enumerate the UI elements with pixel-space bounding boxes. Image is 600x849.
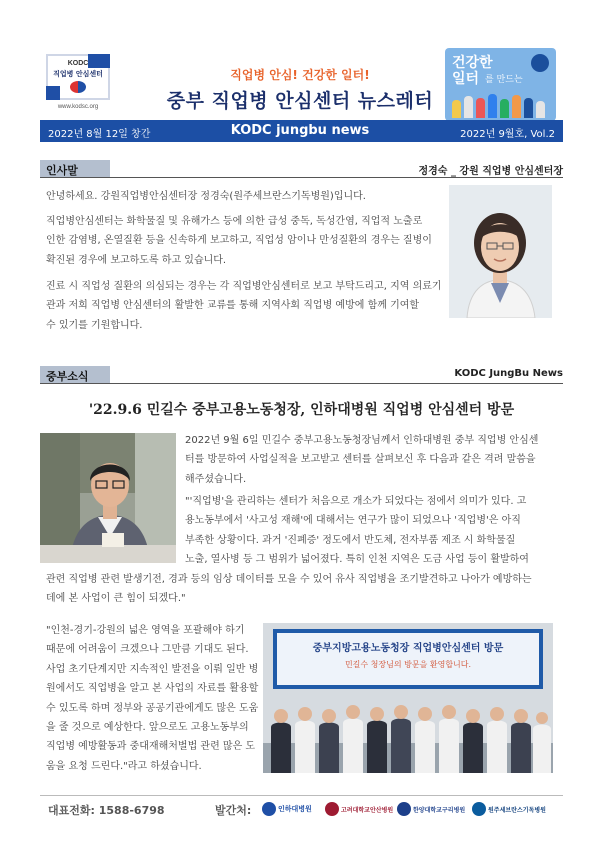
logo-url: www.kodsc.org bbox=[57, 104, 99, 110]
text-line: 직업병 예방활동과 중대재해처벌법 관련 많은 도 bbox=[46, 741, 256, 753]
text-line: 수 있기를 기원합니다. bbox=[46, 319, 143, 331]
inha-hospital-icon bbox=[262, 802, 276, 816]
banner-line2: 민길수 청장님의 방문을 환영합니다. bbox=[344, 660, 472, 669]
greeting-paragraph-1 bbox=[46, 187, 366, 206]
logo-kodc-text: KODC bbox=[67, 60, 89, 67]
banner-line1: 중부지방고용노동청장 직업병안심센터 방문 bbox=[312, 643, 504, 654]
commissioner-meeting-photo bbox=[40, 433, 176, 563]
text-line: 인한 감염병, 온열질환 등을 신속하게 보고하고, 직업성 암이나 만성질환의 경우는 질병이 bbox=[46, 235, 432, 247]
news-section-header bbox=[40, 366, 563, 384]
greeting-paragraph-3 bbox=[46, 277, 442, 335]
founding-date: 2022년 8월 12일 창간 bbox=[48, 129, 151, 140]
news-headline: '22.9.6 민길수 중부고용노동청장, 인하대병원 직업병 안심센터 방문 bbox=[88, 402, 515, 418]
kodc-logo bbox=[46, 54, 110, 112]
newsletter-footer bbox=[40, 795, 563, 821]
workers-illustration bbox=[450, 92, 550, 118]
newsletter-header bbox=[0, 0, 600, 118]
hospital-logo-korea-ansan bbox=[325, 801, 393, 817]
text-line: 용노동부에서 '사고성 재해'에 대해서는 연구가 많이 되었으나 '직업병'은 아직 bbox=[185, 515, 521, 527]
phone-number: 대표전화: 1588-6798 bbox=[48, 804, 165, 817]
text-line: 관과 저희 직업병 안심센터의 활발한 교류를 통해 지역사회 직업병 예방에 함께 기여할 bbox=[46, 300, 420, 312]
greeting-section-header bbox=[40, 160, 563, 178]
news-intro-paragraph bbox=[185, 431, 538, 489]
government-emblem-icon bbox=[70, 81, 86, 93]
text-line: 터를 방문하여 사업실적을 보고받고 센터를 살펴보신 후 다음과 같은 격려 말씀을 bbox=[185, 454, 536, 466]
korea-univ-hospital-icon bbox=[325, 802, 339, 816]
news-section-subtitle: KODC JungBu News bbox=[454, 368, 563, 379]
publisher-label: 발간처: bbox=[215, 804, 252, 817]
text-line: 해주셨습니다. bbox=[185, 473, 247, 485]
greeting-paragraph-2 bbox=[46, 212, 432, 270]
badge-seal-icon bbox=[531, 54, 549, 72]
issue-info-bar bbox=[40, 120, 563, 142]
severance-hospital-icon bbox=[472, 802, 486, 816]
badge-line2: 일터 bbox=[452, 71, 480, 87]
text-line: 을 줄 것으로 예상한다. 앞으로도 고용노동부의 bbox=[46, 722, 249, 734]
director-portrait-photo bbox=[449, 185, 552, 318]
text-line: "인천-경기-강원의 넓은 영역을 포괄해야 하기 bbox=[46, 625, 245, 636]
greeting-author: 정경숙 _ 강원 직업병 안심센터장 bbox=[418, 166, 563, 177]
news-quote-2 bbox=[46, 621, 258, 776]
text-line: "'직업병'을 관리하는 센터가 처음으로 개소가 되었다는 점에서 의미가 있다. 고 bbox=[185, 496, 527, 507]
hanyang-hospital-icon bbox=[397, 802, 411, 816]
news-section-label: 중부소식 bbox=[40, 366, 110, 383]
healthy-workplace-badge bbox=[445, 48, 556, 121]
hospital-name: 인하대병원 bbox=[278, 805, 312, 813]
text-line: 때문에 어려움이 크겠으나 그만큼 기대도 된다. bbox=[46, 644, 249, 656]
text-line: 노출, 열사병 등 그 범위가 넓어졌다. 특히 인천 지역은 도금 사업 등이 활발하여 bbox=[185, 554, 529, 566]
hospital-name: 원주세브란스기독병원 bbox=[488, 806, 546, 814]
news-quote-1-top bbox=[185, 492, 529, 570]
hospital-logo-wonju-severance bbox=[472, 801, 546, 817]
text-line: 확진된 경우에 보고하도록 하고 있습니다. bbox=[46, 254, 227, 266]
newsletter-name: KODC jungbu news bbox=[230, 123, 370, 138]
group-visit-photo bbox=[263, 623, 553, 773]
page-title: 중부 직업병 안심센터 뉴스레터 bbox=[166, 90, 434, 112]
text-line: 사업 초기단계지만 지속적인 발전을 이뤄 일반 병 bbox=[46, 663, 259, 675]
badge-line1: 건강한 bbox=[452, 55, 493, 71]
text-line: 안녕하세요. 강원직업병안심센터장 정경숙(원주세브란스기독병원)입니다. bbox=[46, 191, 366, 202]
text-line: 데에 본 사업이 큰 힘이 되겠다." bbox=[46, 593, 186, 605]
hospital-logo-inha bbox=[262, 801, 312, 817]
text-line: 관련 직업병 관련 발생기전, 경과 등의 임상 데이터를 모을 수 있어 유사 직업병을 조기발견하고 나아가 예방하는 bbox=[46, 574, 532, 585]
news-quote-1-bottom bbox=[46, 570, 532, 609]
greeting-section-label: 인사말 bbox=[40, 160, 110, 177]
text-line: 움을 요청 드린다."라고 하셨습니다. bbox=[46, 760, 202, 772]
header-slogan: 직업병 안심! 건강한 일터! bbox=[230, 68, 370, 82]
text-line: 2022년 9월 6일 민길수 중부고용노동청장님께서 인하대병원 중부 직업병 안심센 bbox=[185, 435, 539, 446]
badge-line3: 를 만드는 bbox=[485, 75, 523, 85]
text-line: 직업병안심센터는 화학물질 및 유해가스 등에 의한 급성 중독, 독성간염, 직업적 노출로 bbox=[46, 216, 423, 227]
text-line: 원에서도 직업병을 알고 본 사업의 자료를 활용할 bbox=[46, 683, 259, 695]
hospital-logo-hanyang-guri bbox=[397, 801, 465, 817]
logo-center-name: 직업병 안심센터 bbox=[53, 70, 103, 78]
text-line: 진료 시 직업성 질환의 의심되는 경우는 각 직업병안심센터로 보고 부탁드리고, 지역 의료기 bbox=[46, 281, 442, 292]
hospital-name: 한양대학교구리병원 bbox=[413, 806, 466, 814]
text-line: 수 있도록 하며 정부와 공공기관에게도 많은 도움 bbox=[46, 702, 259, 714]
text-line: 부족한 상황이다. 과거 '진폐증' 정도에서 반도체, 전자부품 제조 시 화학물질 bbox=[185, 534, 516, 546]
issue-number: 2022년 9월호, Vol.2 bbox=[460, 129, 555, 140]
hospital-name: 고려대학교안산병원 bbox=[341, 806, 394, 814]
